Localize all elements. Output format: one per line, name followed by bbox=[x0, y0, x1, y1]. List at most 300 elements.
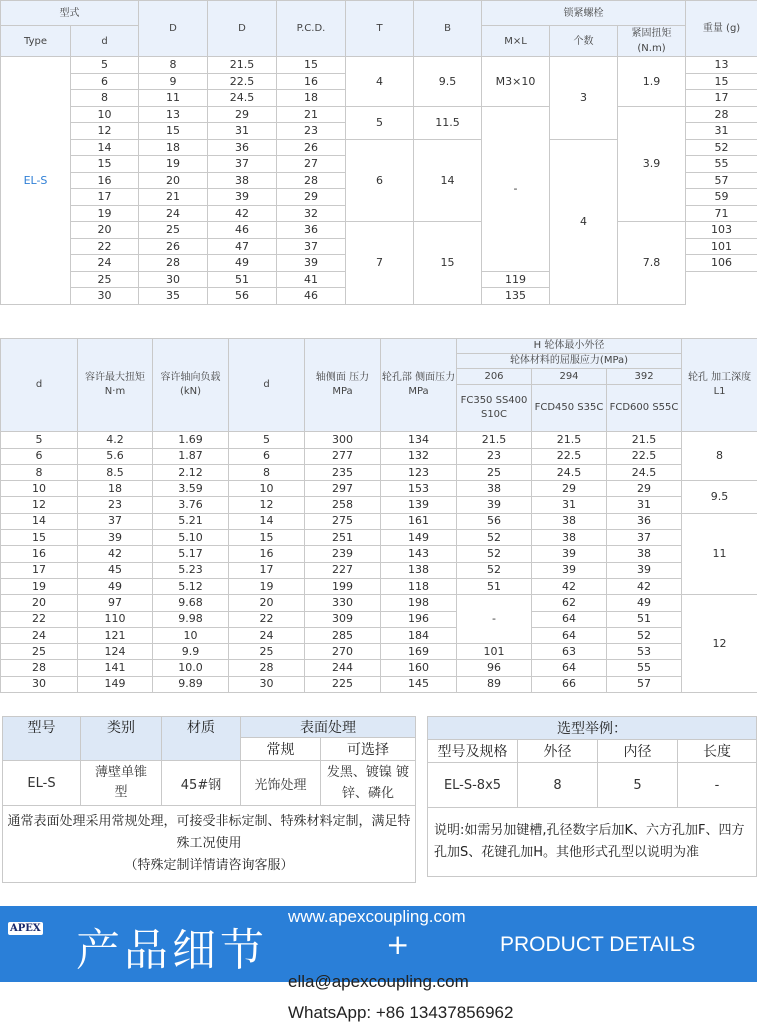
cell: 169 bbox=[381, 644, 457, 660]
cell: 275 bbox=[305, 513, 381, 529]
cell: 251 bbox=[305, 530, 381, 546]
cell: 10 bbox=[229, 481, 305, 497]
cell: 38 bbox=[607, 546, 682, 562]
cell: 5.12 bbox=[153, 578, 229, 594]
cell: 64 bbox=[532, 660, 607, 676]
cell: 37 bbox=[277, 238, 346, 255]
cell: 14 bbox=[1, 513, 78, 529]
cell: 29 bbox=[607, 481, 682, 497]
cell: 24 bbox=[139, 205, 208, 222]
hdr-tmax: 容许最大扭矩 N·m bbox=[78, 339, 153, 432]
cell: 39 bbox=[208, 189, 277, 206]
cell: 5 bbox=[71, 57, 139, 74]
cell: 19 bbox=[229, 578, 305, 594]
cell: 199 bbox=[305, 578, 381, 594]
cell: 184 bbox=[381, 627, 457, 643]
cell: 16 bbox=[229, 546, 305, 562]
cell: 309 bbox=[305, 611, 381, 627]
cell: 10 bbox=[1, 481, 78, 497]
cell: 37 bbox=[208, 156, 277, 173]
table-row bbox=[1, 660, 757, 676]
spec-value: EL-S-8x5 bbox=[428, 763, 518, 808]
cell: - bbox=[482, 106, 550, 271]
cell: 38 bbox=[532, 530, 607, 546]
cell: 5.17 bbox=[153, 546, 229, 562]
cell: 39 bbox=[532, 562, 607, 578]
cell: 18 bbox=[277, 90, 346, 107]
cell: 10 bbox=[71, 106, 139, 123]
material-note-main: 通常表面处理采用常规处理，可接受非标定制、特殊材料定制，满足特殊工况使用 bbox=[7, 814, 411, 851]
cell: 20 bbox=[229, 595, 305, 611]
table-row bbox=[1, 676, 757, 692]
cell: 139 bbox=[381, 497, 457, 513]
cell: 15 bbox=[71, 156, 139, 173]
cell: 8 bbox=[71, 90, 139, 107]
cell: 22.5 bbox=[208, 73, 277, 90]
cell: 198 bbox=[381, 595, 457, 611]
cell: 24 bbox=[71, 255, 139, 272]
email-link[interactable]: ella@apexcoupling.com bbox=[288, 972, 469, 991]
cell: 5.23 bbox=[153, 562, 229, 578]
cell: 42 bbox=[78, 546, 153, 562]
cell: 20 bbox=[139, 172, 208, 189]
table-row bbox=[1, 448, 757, 464]
cell: 16 bbox=[71, 172, 139, 189]
hdr-pcd: P.C.D. bbox=[277, 1, 346, 57]
apex-logo: APEX bbox=[10, 923, 41, 934]
cell: 12 bbox=[71, 123, 139, 140]
cell: 45 bbox=[78, 562, 153, 578]
cell: 141 bbox=[78, 660, 153, 676]
hdr-axial: 容许轴向负载 (kN) bbox=[153, 339, 229, 432]
cell: 235 bbox=[305, 464, 381, 480]
cell: 239 bbox=[305, 546, 381, 562]
cell: 59 bbox=[686, 189, 757, 206]
cell: 297 bbox=[305, 481, 381, 497]
cell: 46 bbox=[208, 222, 277, 239]
cell: 1.69 bbox=[153, 432, 229, 448]
cell: 145 bbox=[381, 676, 457, 692]
cell: 22.5 bbox=[532, 448, 607, 464]
cell: 12 bbox=[1, 497, 78, 513]
hdr-D1: D bbox=[139, 1, 208, 57]
cell: 39 bbox=[277, 255, 346, 272]
hdr-cat: 类别 bbox=[81, 717, 162, 761]
table-row bbox=[1, 106, 757, 123]
cell: 101 bbox=[686, 238, 757, 255]
table-row bbox=[1, 222, 757, 239]
cell: 52 bbox=[457, 530, 532, 546]
banner-title-en: PRODUCT DETAILS bbox=[500, 933, 696, 956]
cell: 121 bbox=[78, 627, 153, 643]
cell: 4 bbox=[346, 57, 414, 107]
cell: 15 bbox=[277, 57, 346, 74]
cell: 26 bbox=[277, 139, 346, 156]
cell: 64 bbox=[532, 611, 607, 627]
type-cell: EL-S bbox=[1, 57, 71, 305]
cell: 28 bbox=[686, 106, 757, 123]
hdr-spec: 型号及规格 bbox=[428, 740, 518, 763]
cell: 106 bbox=[686, 255, 757, 272]
table-row bbox=[1, 530, 757, 546]
cell: 24.5 bbox=[607, 464, 682, 480]
cell: 16 bbox=[1, 546, 78, 562]
cell: 23 bbox=[277, 123, 346, 140]
cell: 42 bbox=[208, 205, 277, 222]
cell: M3×10 bbox=[482, 57, 550, 107]
cell: 103 bbox=[686, 222, 757, 239]
cell: 38 bbox=[457, 481, 532, 497]
cell: 17 bbox=[686, 90, 757, 107]
cell: 6 bbox=[229, 448, 305, 464]
cell: 14 bbox=[71, 139, 139, 156]
cell: 15 bbox=[686, 73, 757, 90]
hdr-D2: D bbox=[208, 1, 277, 57]
cell: 28 bbox=[139, 255, 208, 272]
hdr-m206: FC350 SS400 S10C bbox=[457, 385, 532, 432]
cell: 244 bbox=[305, 660, 381, 676]
cell: 300 bbox=[305, 432, 381, 448]
id-value: 5 bbox=[598, 763, 678, 808]
cell: 29 bbox=[277, 189, 346, 206]
cell: 52 bbox=[457, 562, 532, 578]
cell: 71 bbox=[686, 205, 757, 222]
material-note bbox=[3, 806, 416, 883]
cell: 52 bbox=[686, 139, 757, 156]
cell: 19 bbox=[1, 578, 78, 594]
table-row bbox=[1, 546, 757, 562]
len-value: - bbox=[678, 763, 757, 808]
cell: 28 bbox=[277, 172, 346, 189]
cell: 10.0 bbox=[153, 660, 229, 676]
cell: 42 bbox=[607, 578, 682, 594]
cell: 55 bbox=[686, 156, 757, 173]
cell: 41 bbox=[277, 271, 346, 288]
cell: 30 bbox=[229, 676, 305, 692]
model-value: EL-S bbox=[3, 761, 81, 806]
table-row bbox=[1, 432, 757, 448]
hdr-od: 外径 bbox=[518, 740, 598, 763]
cell: 13 bbox=[139, 106, 208, 123]
cell: 25 bbox=[1, 644, 78, 660]
cell: 21.5 bbox=[532, 432, 607, 448]
cell: 160 bbox=[381, 660, 457, 676]
cell: 25 bbox=[71, 271, 139, 288]
cell: 36 bbox=[607, 513, 682, 529]
cell: 123 bbox=[381, 464, 457, 480]
cell: 277 bbox=[305, 448, 381, 464]
cell: 8 bbox=[682, 432, 757, 481]
hdr-weight: 重量 (g) bbox=[686, 1, 757, 57]
cell: 51 bbox=[607, 611, 682, 627]
material-note-custom: （特殊定制详情请咨询客服） bbox=[124, 858, 294, 873]
cell: 18 bbox=[139, 139, 208, 156]
cell: 15 bbox=[1, 530, 78, 546]
cell: 22 bbox=[229, 611, 305, 627]
cell: 12 bbox=[682, 595, 757, 693]
cell: 22 bbox=[1, 611, 78, 627]
opt-value: 发黑、镀镍 镀锌、磷化 bbox=[321, 761, 416, 806]
example-title: 选型举例： bbox=[428, 717, 757, 740]
cell: 22 bbox=[71, 238, 139, 255]
cell: 21.5 bbox=[457, 432, 532, 448]
cell: 134 bbox=[381, 432, 457, 448]
hdr-group: 型式 bbox=[1, 1, 139, 26]
cell: 17 bbox=[1, 562, 78, 578]
cell: 51 bbox=[208, 271, 277, 288]
hdr-torque: 紧固扭矩 (N.m) bbox=[618, 26, 686, 57]
whatsapp-contact[interactable]: WhatsApp: +86 13437856962 bbox=[288, 1003, 514, 1022]
hdr-d: d bbox=[71, 26, 139, 57]
cell: 21.5 bbox=[607, 432, 682, 448]
hdr-mxl: M×L bbox=[482, 26, 550, 57]
cell: 8.5 bbox=[78, 464, 153, 480]
cell: 8 bbox=[1, 464, 78, 480]
website-link[interactable]: www.apexcoupling.com bbox=[288, 907, 466, 926]
cell: 3.76 bbox=[153, 497, 229, 513]
cat-value: 薄壁单锥型 bbox=[81, 761, 162, 806]
cell: 11.5 bbox=[414, 106, 482, 139]
cell: 24.5 bbox=[532, 464, 607, 480]
hdr-d: d bbox=[1, 339, 78, 432]
cell: 52 bbox=[457, 546, 532, 562]
cell: 9.89 bbox=[153, 676, 229, 692]
cell: 9.5 bbox=[682, 481, 757, 514]
cell: 124 bbox=[78, 644, 153, 660]
hdr-mat: 材质 bbox=[162, 717, 241, 761]
cell: 20 bbox=[1, 595, 78, 611]
cell: 30 bbox=[1, 676, 78, 692]
cell: 8 bbox=[139, 57, 208, 74]
example-note: 说明:如需另加键槽,孔径数字后加K、六方孔加F、四方孔加S、花键孔加H。其他形式孔型以说明为准 bbox=[428, 808, 757, 877]
cell: 18 bbox=[78, 481, 153, 497]
cell: 57 bbox=[686, 172, 757, 189]
cell: 138 bbox=[381, 562, 457, 578]
hdr-std: 常规 bbox=[241, 738, 321, 761]
cell: 38 bbox=[532, 513, 607, 529]
cell: 31 bbox=[686, 123, 757, 140]
cell: 19 bbox=[71, 205, 139, 222]
cell: 10 bbox=[153, 627, 229, 643]
cell: 7.8 bbox=[618, 222, 686, 305]
cell: 1.9 bbox=[618, 57, 686, 107]
cell: 38 bbox=[208, 172, 277, 189]
table-row bbox=[1, 627, 757, 643]
cell: 31 bbox=[208, 123, 277, 140]
cell: 36 bbox=[208, 139, 277, 156]
cell: 21.5 bbox=[208, 57, 277, 74]
table-row bbox=[1, 57, 757, 74]
cell: 20 bbox=[71, 222, 139, 239]
cell: 110 bbox=[78, 611, 153, 627]
cell: 39 bbox=[78, 530, 153, 546]
cell: 26 bbox=[139, 238, 208, 255]
cell: 25 bbox=[457, 464, 532, 480]
table-row bbox=[1, 578, 757, 594]
cell: 119 bbox=[482, 271, 550, 288]
cell: 37 bbox=[607, 530, 682, 546]
cell: 7 bbox=[346, 222, 414, 305]
cell: 6 bbox=[346, 139, 414, 222]
cell: 5 bbox=[229, 432, 305, 448]
hdr-m392: FCD600 S55C bbox=[607, 385, 682, 432]
cell: 21 bbox=[277, 106, 346, 123]
cell: 39 bbox=[532, 546, 607, 562]
hdr-bolt: 锁紧螺栓 bbox=[482, 1, 686, 26]
hdr-T: T bbox=[346, 1, 414, 57]
hdr-y294: 294 bbox=[532, 369, 607, 385]
cell: 285 bbox=[305, 627, 381, 643]
cell: 36 bbox=[277, 222, 346, 239]
hdr-h: H 轮体最小外径 bbox=[457, 339, 682, 354]
cell: 3 bbox=[550, 57, 618, 140]
cell: 15 bbox=[139, 123, 208, 140]
table-row bbox=[1, 611, 757, 627]
table-row bbox=[1, 497, 757, 513]
hdr-len: 长度 bbox=[678, 740, 757, 763]
cell: 96 bbox=[457, 660, 532, 676]
cell: 32 bbox=[277, 205, 346, 222]
cell: 55 bbox=[607, 660, 682, 676]
cell: 9.98 bbox=[153, 611, 229, 627]
cell: 258 bbox=[305, 497, 381, 513]
cell: 5.6 bbox=[78, 448, 153, 464]
cell: 9 bbox=[139, 73, 208, 90]
cell: 17 bbox=[229, 562, 305, 578]
cell: 14 bbox=[229, 513, 305, 529]
cell: 56 bbox=[208, 288, 277, 305]
cell: 25 bbox=[139, 222, 208, 239]
cell: 143 bbox=[381, 546, 457, 562]
hdr-m294: FCD450 S35C bbox=[532, 385, 607, 432]
hdr-y206: 206 bbox=[457, 369, 532, 385]
material-table bbox=[2, 716, 416, 883]
cell: 57 bbox=[607, 676, 682, 692]
std-value: 光饰处理 bbox=[241, 761, 321, 806]
table-row bbox=[1, 481, 757, 497]
cell: 6 bbox=[71, 73, 139, 90]
cell: 132 bbox=[381, 448, 457, 464]
cell: 42 bbox=[532, 578, 607, 594]
cell: 49 bbox=[78, 578, 153, 594]
cell: 23 bbox=[457, 448, 532, 464]
od-value: 8 bbox=[518, 763, 598, 808]
cell: 19 bbox=[139, 156, 208, 173]
hdr-model: 型号 bbox=[3, 717, 81, 761]
cell: 118 bbox=[381, 578, 457, 594]
cell: 9.5 bbox=[414, 57, 482, 107]
example-table bbox=[427, 716, 757, 877]
cell: 24 bbox=[1, 627, 78, 643]
hdr-id: 内径 bbox=[598, 740, 678, 763]
cell: 39 bbox=[457, 497, 532, 513]
cell: 46 bbox=[277, 288, 346, 305]
cell: 49 bbox=[208, 255, 277, 272]
cell: 153 bbox=[381, 481, 457, 497]
cell: 66 bbox=[532, 676, 607, 692]
cell: 49 bbox=[607, 595, 682, 611]
cell: 15 bbox=[229, 530, 305, 546]
spec-table bbox=[0, 0, 757, 305]
cell: 9.9 bbox=[153, 644, 229, 660]
cell: 51 bbox=[457, 578, 532, 594]
cell: 64 bbox=[532, 627, 607, 643]
cell: 27 bbox=[277, 156, 346, 173]
cell: 135 bbox=[482, 288, 550, 305]
table-row bbox=[1, 513, 757, 529]
hdr-shaft: 轴侧面 压力 MPa bbox=[305, 339, 381, 432]
cell: 196 bbox=[381, 611, 457, 627]
cell: 270 bbox=[305, 644, 381, 660]
cell: 5 bbox=[1, 432, 78, 448]
cell: 13 bbox=[686, 57, 757, 74]
banner-title-cn: 产品细节 bbox=[76, 925, 268, 976]
hdr-type: Type bbox=[1, 26, 71, 57]
cell: 2.12 bbox=[153, 464, 229, 480]
cell: 37 bbox=[78, 513, 153, 529]
cell: 28 bbox=[1, 660, 78, 676]
cell: 30 bbox=[139, 271, 208, 288]
cell: 227 bbox=[305, 562, 381, 578]
table-row bbox=[1, 562, 757, 578]
cell: 6 bbox=[1, 448, 78, 464]
table-row bbox=[1, 595, 757, 611]
cell: 1.87 bbox=[153, 448, 229, 464]
cell: 161 bbox=[381, 513, 457, 529]
hdr-opt: 可选择 bbox=[321, 738, 416, 761]
cell: 62 bbox=[532, 595, 607, 611]
cell: 149 bbox=[78, 676, 153, 692]
cell: 21 bbox=[139, 189, 208, 206]
plus-icon: + bbox=[386, 928, 410, 961]
cell: 5.21 bbox=[153, 513, 229, 529]
cell: 24 bbox=[229, 627, 305, 643]
cell: 17 bbox=[71, 189, 139, 206]
cell: 22.5 bbox=[607, 448, 682, 464]
cell: 225 bbox=[305, 676, 381, 692]
cell: 30 bbox=[71, 288, 139, 305]
cell: 11 bbox=[682, 513, 757, 594]
cell: 23 bbox=[78, 497, 153, 513]
cell: 4 bbox=[550, 139, 618, 304]
hdr-B: B bbox=[414, 1, 482, 57]
cell: - bbox=[457, 595, 532, 644]
cell: 16 bbox=[277, 73, 346, 90]
cell: 31 bbox=[607, 497, 682, 513]
cell: 12 bbox=[229, 497, 305, 513]
mat-value: 45#钢 bbox=[162, 761, 241, 806]
cell: 63 bbox=[532, 644, 607, 660]
cell: 4.2 bbox=[78, 432, 153, 448]
cell: 149 bbox=[381, 530, 457, 546]
cell: 3.9 bbox=[618, 106, 686, 222]
cell: 31 bbox=[532, 497, 607, 513]
hdr-d2: d bbox=[229, 339, 305, 432]
cell: 29 bbox=[532, 481, 607, 497]
cell: 29 bbox=[208, 106, 277, 123]
cell: 35 bbox=[139, 288, 208, 305]
cell: 39 bbox=[607, 562, 682, 578]
cell: 8 bbox=[229, 464, 305, 480]
cell: 3.59 bbox=[153, 481, 229, 497]
cell: 101 bbox=[457, 644, 532, 660]
cell: 28 bbox=[229, 660, 305, 676]
performance-table bbox=[0, 338, 757, 693]
cell: 89 bbox=[457, 676, 532, 692]
cell: 25 bbox=[229, 644, 305, 660]
hdr-yield: 轮体材料的屈服应力(MPa) bbox=[457, 354, 682, 369]
cell: 330 bbox=[305, 595, 381, 611]
